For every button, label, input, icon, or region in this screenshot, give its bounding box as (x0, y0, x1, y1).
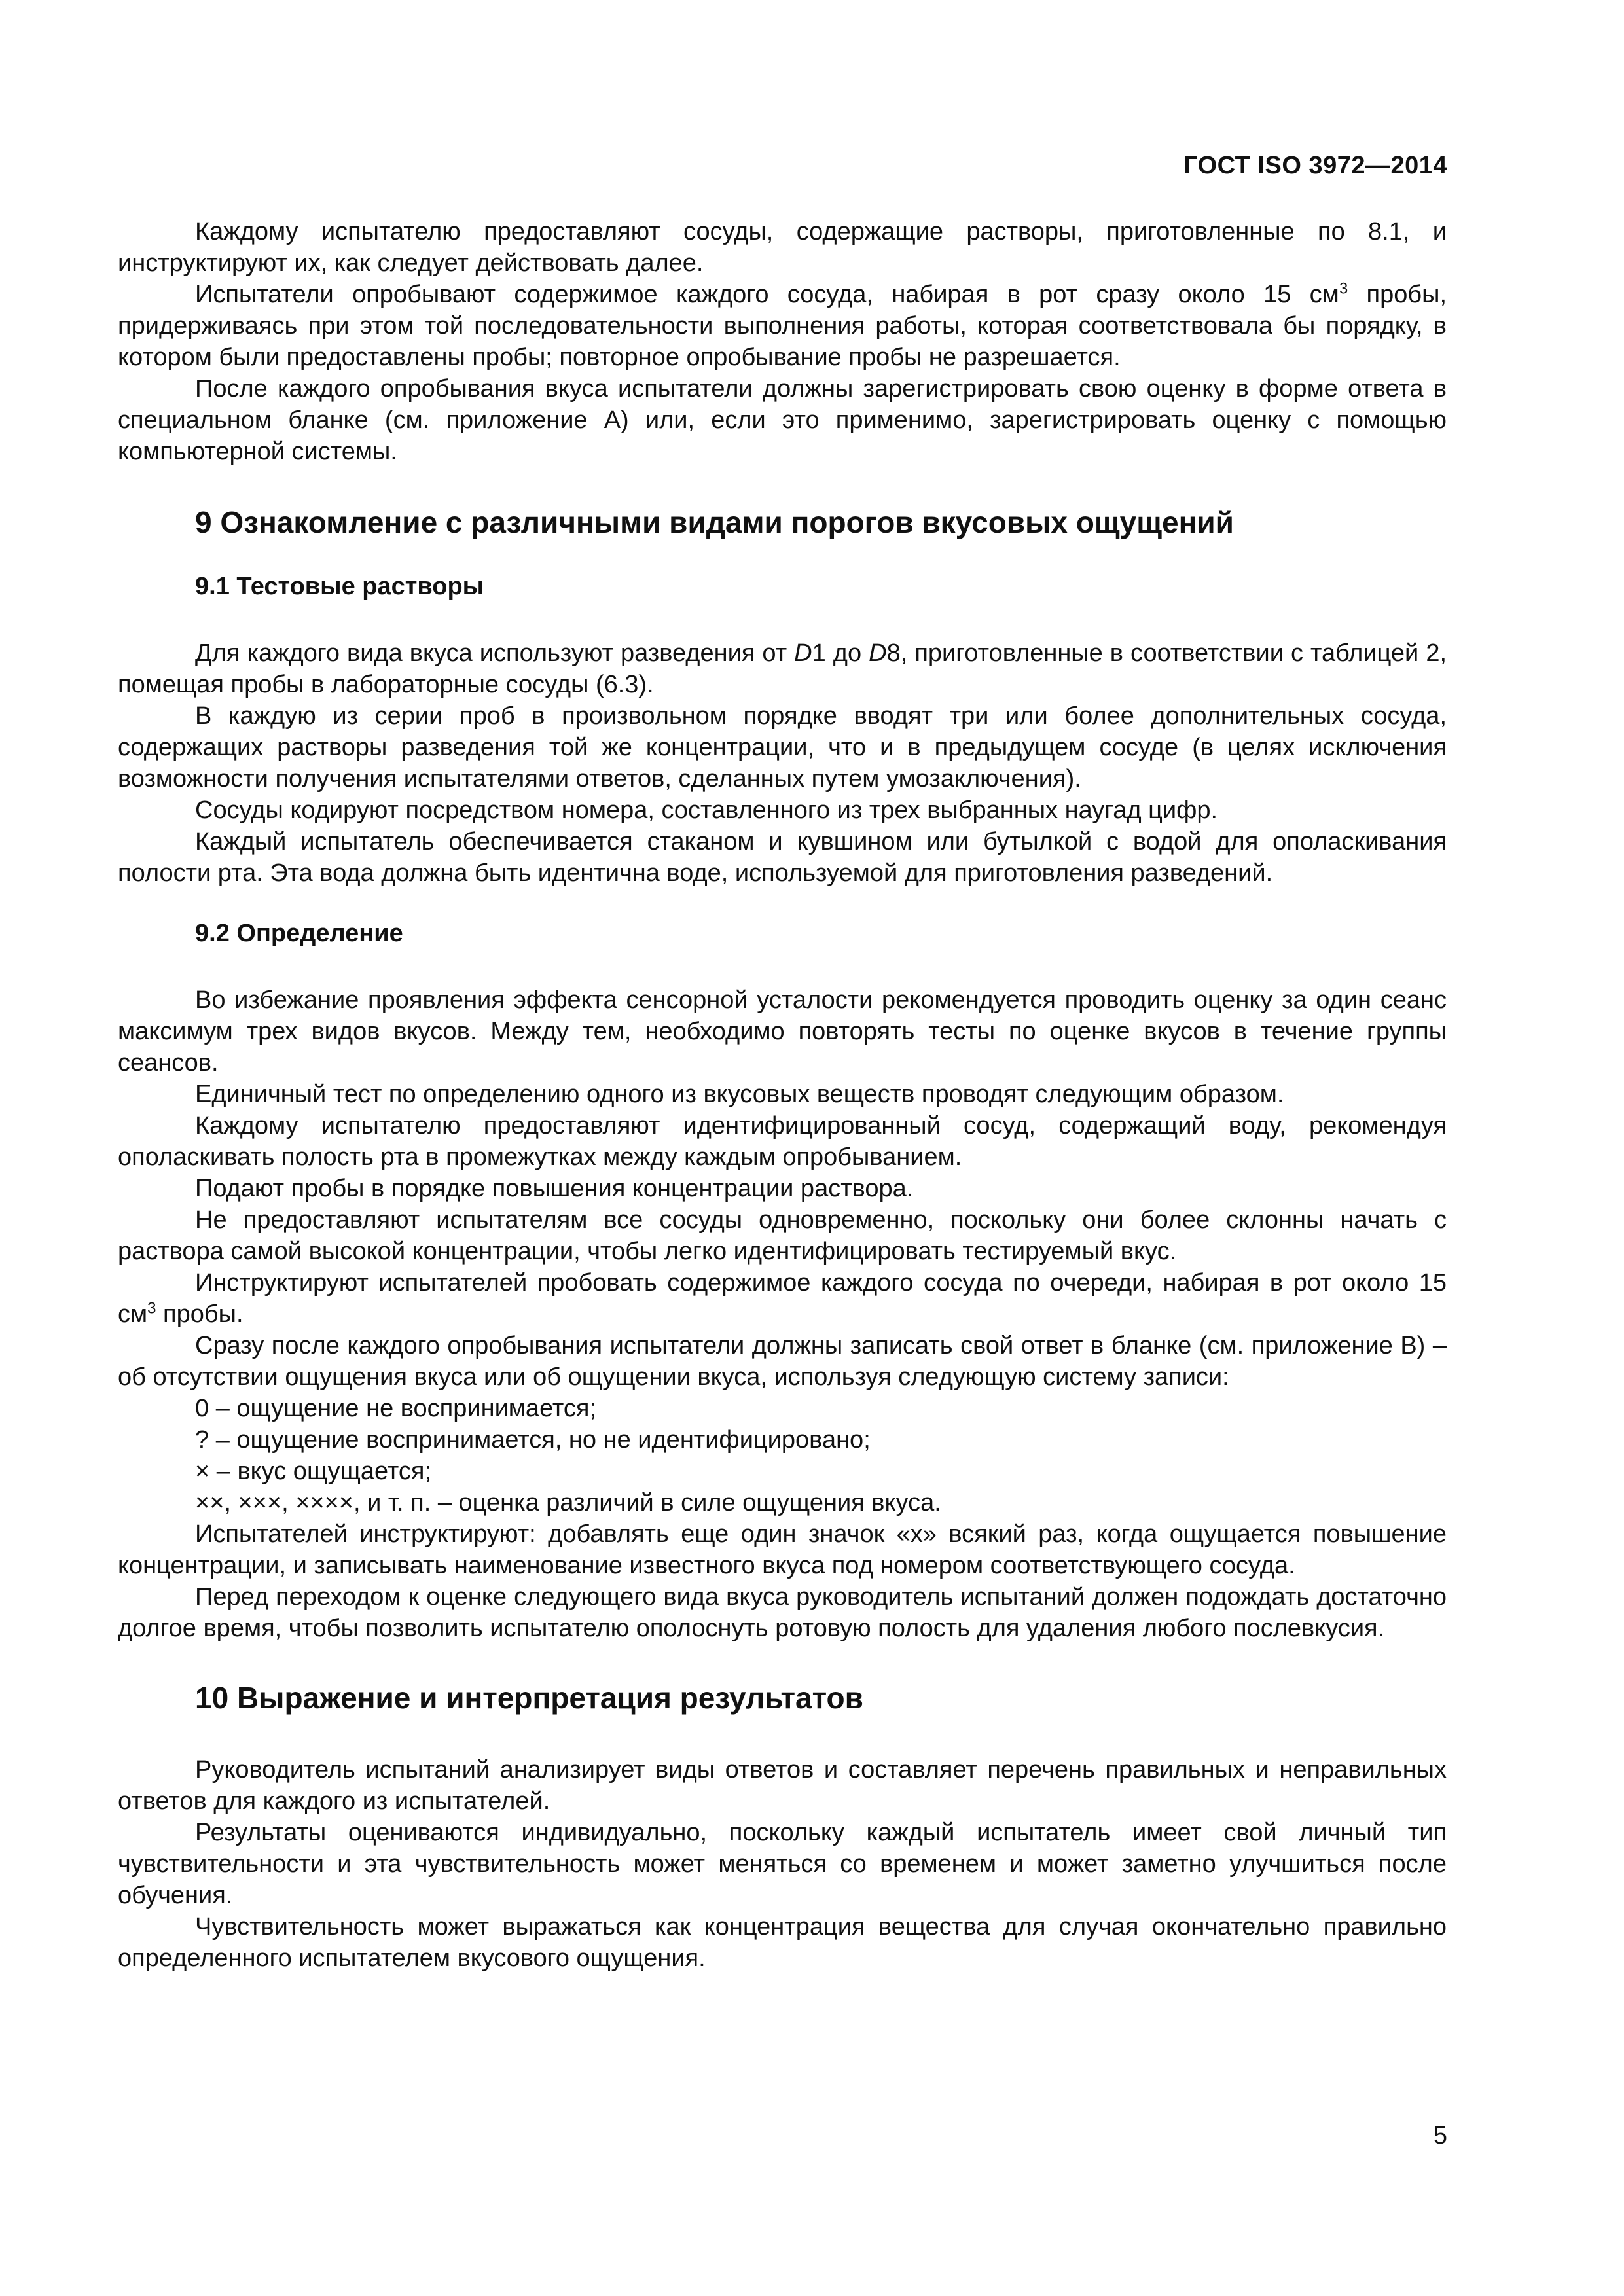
section-9-2-paragraph-8: Испытателей инструктируют: добавлять еще один значок «х» всякий раз, когда ощущается повышение концентрации, и записывать наименование известного вкуса под номером соответствующего сосуда. (118, 1520, 1447, 1579)
section-10-paragraph-3: Чувствительность может выражаться как концентрация вещества для случая окончательно правильно определенного испытателем вкусового ощущения. (118, 1913, 1447, 1972)
section-10-paragraph-1: Руководитель испытаний анализирует виды ответов и составляет перечень правильных и неправильных ответов для каждого из испытателей. (118, 1756, 1447, 1815)
section-9-2-paragraph-6 (118, 1267, 1447, 1330)
notation-list-item: × – вкус ощущается; (195, 1458, 432, 1485)
section-9-2-paragraph-7: Сразу после каждого опробывания испытатели должны записать свой ответ в бланке (см. приложение В) – об отсутствии ощущения вкуса или об ощущении вкуса, используя следующую систему записи: (118, 1332, 1447, 1391)
section-9-1-paragraph-2: В каждую из серии проб в произвольном порядке вводят три или более дополнительных сосуда, содержащих растворы разведения той же концентрации, что и в предыдущем сосуде (в целях исключения возможности получения испытателями ответов, сделанных путем умозаключения). (118, 702, 1447, 793)
page-content (118, 216, 1447, 1974)
s91-p1-text-c: 8, приготовленные в соответствии с таблицей 2, помещая пробы в лабораторные сосуды (6.3). (118, 639, 1447, 698)
section-9-2-paragraph-4: Подают пробы в порядке повышения концентрации раствора. (195, 1175, 914, 1202)
intro-paragraph-1: Каждому испытателю предоставляют сосуды, содержащие растворы, приготовленные по 8.1, и инструктируют их, как следует действовать далее. (118, 218, 1447, 277)
section-9-2-paragraph-5: Не предоставляют испытателям все сосуды одновременно, поскольку они более склонны начать с раствора самой высокой концентрации, чтобы легко идентифицировать тестируемый вкус. (118, 1206, 1447, 1265)
section-9-2-paragraph-3: Каждому испытателю предоставляют идентифицированный сосуд, содержащий воду, рекомендуя ополаскивать полость рта в промежутках между каждым опробыванием. (118, 1112, 1447, 1171)
notation-list-item: ××, ×××, ××××, и т. п. – оценка различий в силе ощущения вкуса. (195, 1489, 941, 1516)
intro-paragraph-3: После каждого опробывания вкуса испытатели должны зарегистрировать свою оценку в форме ответа в специальном бланке (см. приложение А) или, если это применимо, зарегистрировать оценку с помощью компьютерной системы. (118, 375, 1447, 465)
s91-p1-d1: D (794, 639, 812, 667)
superscript-3: 3 (147, 1299, 156, 1318)
superscript-3: 3 (1339, 279, 1348, 298)
s91-p1-d8: D (869, 639, 887, 667)
notation-list-item: ? – ощущение воспринимается, но не идентифицировано; (195, 1426, 871, 1454)
intro-paragraph-2 (118, 279, 1447, 373)
section-9-1-paragraph-4: Каждый испытатель обеспечивается стаканом и кувшином или бутылкой с водой для ополаскивания полости рта. Эта вода должна быть идентична воде, используемой для приготовления разведений. (118, 828, 1447, 887)
intro-paragraph-2-text-a: Испытатели опробывают содержимое каждого сосуда, набирая в рот сразу около 15 см (195, 281, 1339, 308)
section-10-paragraph-2: Результаты оцениваются индивидуально, поскольку каждый испытатель имеет свой личный тип чувствительности и эта чувствительность может меняться со временем и может заметно улучшиться после обучения. (118, 1819, 1447, 1909)
subsection-9-2-heading: 9.2 Определение (195, 920, 403, 947)
notation-list-item: 0 – ощущение не воспринимается; (195, 1395, 597, 1422)
section-9-2-paragraph-1: Во избежание проявления эффекта сенсорной усталости рекомендуется проводить оценку за один сеанс максимум трех видов вкусов. Между тем, необходимо повторять тесты по оценке вкусов в течение группы сеансов. (118, 986, 1447, 1077)
s92-p6-text-a: Инструктируют испытателей пробовать содержимое каждого сосуда по очереди, набирая в рот около 15 см (118, 1269, 1447, 1328)
section-9-heading: 9 Ознакомление с различными видами порогов вкусовых ощущений (195, 505, 1234, 539)
section-9-1-paragraph-1 (118, 637, 1447, 700)
intro-paragraph-2-text-b: пробы, придерживаясь при этом той последовательности выполнения работы, которая соответствовала бы порядку, в котором были предоставлены пробы; повторное опробывание пробы не разрешается. (118, 281, 1447, 371)
section-10-heading: 10 Выражение и интерпретация результатов (195, 1681, 863, 1715)
s92-p6-text-b: пробы. (156, 1300, 244, 1328)
section-9-1-paragraph-3: Сосуды кодируют посредством номера, составленного из трех выбранных наугад цифр. (195, 797, 1218, 824)
page-number: 5 (1433, 2122, 1447, 2149)
s91-p1-text-b: 1 до (812, 639, 869, 667)
section-9-2-paragraph-2: Единичный тест по определению одного из вкусовых веществ проводят следующим образом. (195, 1081, 1284, 1108)
subsection-9-1-heading: 9.1 Тестовые растворы (195, 573, 484, 600)
document-header: ГОСТ ISO 3972—2014 (1183, 152, 1447, 179)
section-9-2-paragraph-9: Перед переходом к оценке следующего вида вкуса руководитель испытаний должен подождать достаточно долгое время, чтобы позволить испытателю ополоснуть ротовую полость для удаления любого послевкусия. (118, 1583, 1447, 1642)
s91-p1-text-a: Для каждого вида вкуса используют разведения от (195, 639, 795, 667)
